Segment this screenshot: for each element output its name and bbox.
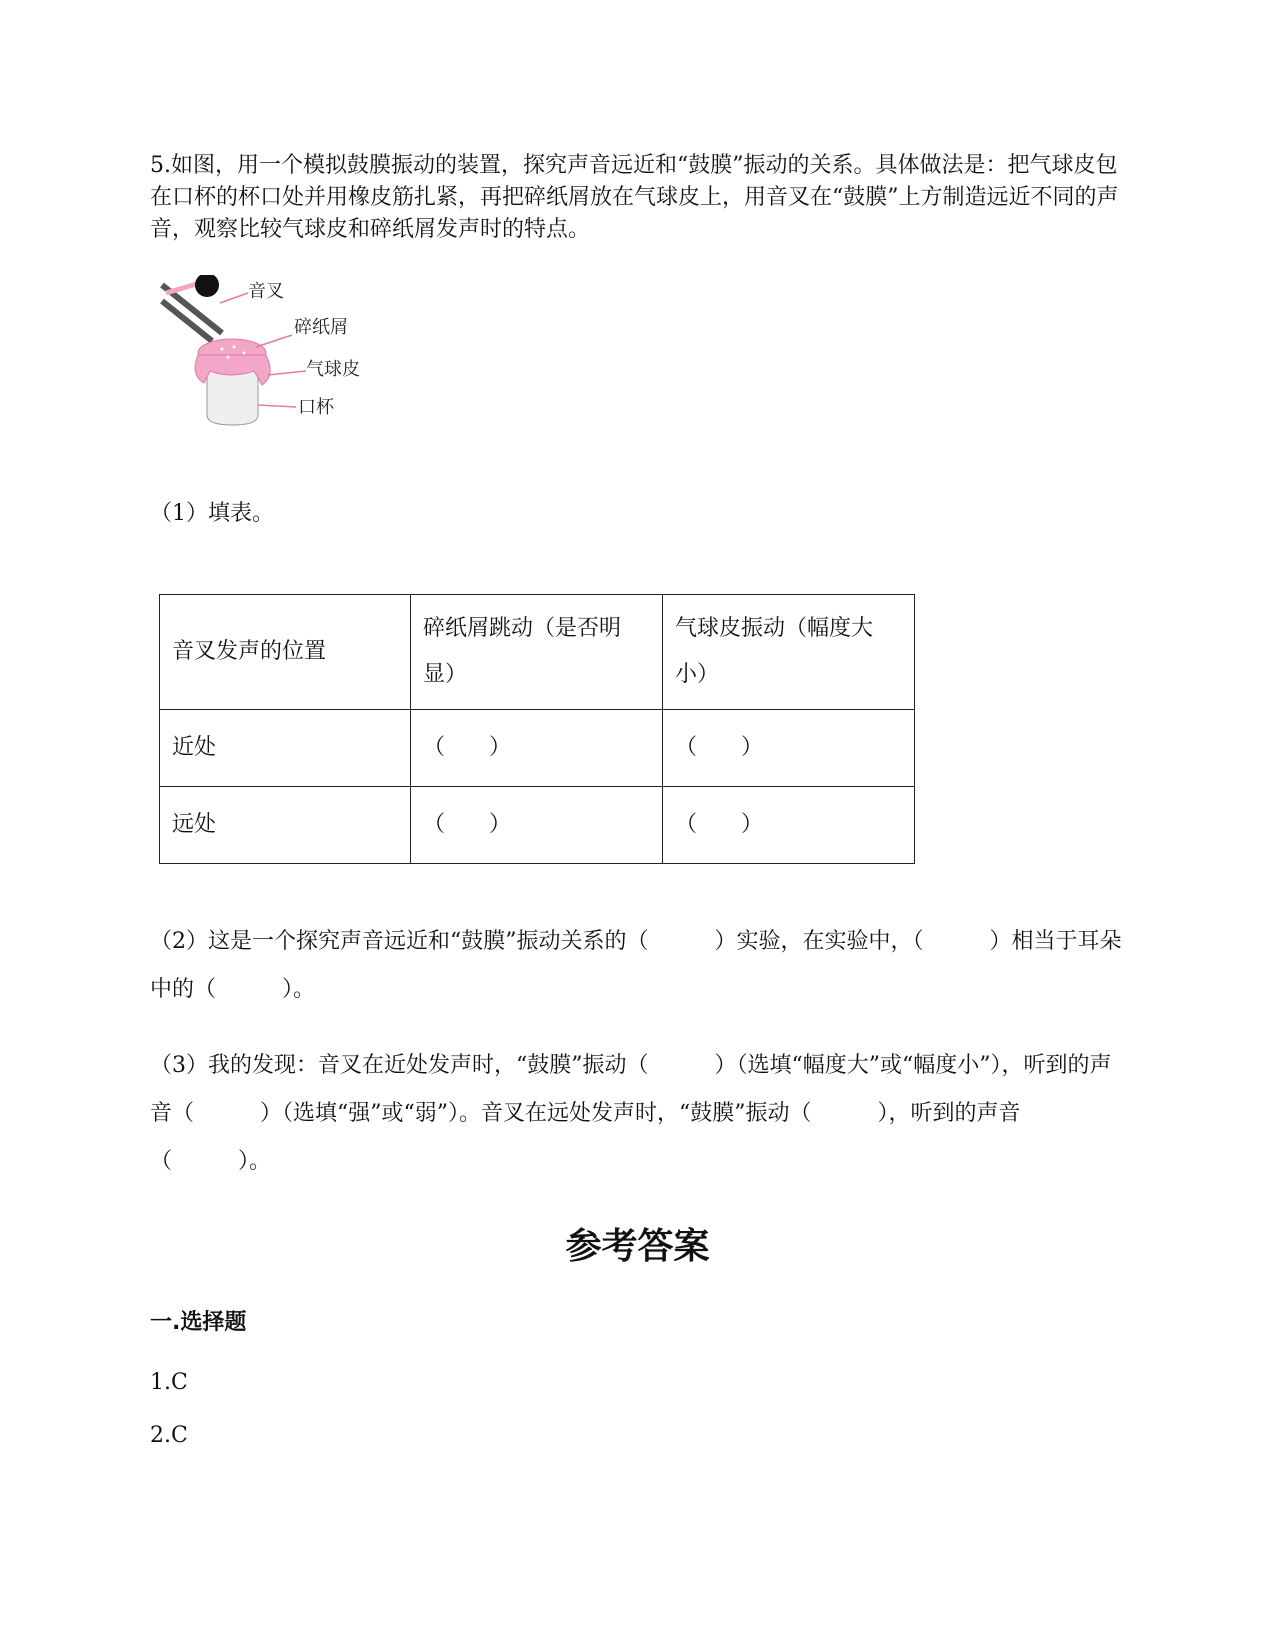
paper-scrap [227,356,230,359]
table-row [160,710,915,787]
paper-scrap [221,348,224,351]
fork-handle [166,283,200,293]
leader-line [268,371,306,375]
table-blank-cell[interactable]: （ ） [411,710,663,787]
experiment-illustration [160,275,400,440]
question-intro: 5.如图，用一个模拟鼓膜振动的装置，探究声音远近和“鼓膜”振动的关系。具体做法是：把气球皮包在口杯的杯口处并用橡皮筋扎紧，再把碎纸屑放在气球皮上，用音叉在“鼓膜”上方制造远近不同的声音，观察比较气球皮和碎纸屑发声时的特点。 [150,153,1119,242]
fill-in-table [159,594,915,864]
answer-item: 1.C [150,1370,188,1395]
answer-item: 2.C [150,1423,188,1448]
answer-section-title: 一.选择题 [150,1310,247,1335]
table-cell: 近处 [160,710,411,787]
part3-question: （3）我的发现：音叉在近处发声时，“鼓膜”振动（ ）（选填“幅度大”或“幅度小”），听到的声音（ ）（选填“强”或“弱”）。音叉在远处发声时，“鼓膜”振动（ ），听到的声音（ ）。 [150,1053,1112,1174]
table-row [160,787,915,864]
table-blank-cell[interactable]: （ ） [663,710,915,787]
part2-question: （2）这是一个探究声音远近和“鼓膜”振动关系的（ ）实验，在实验中，（ ）相当于耳朵中的（ ）。 [150,929,1122,1002]
paper-scrap [233,346,236,349]
experiment-figure [160,275,400,440]
leader-line [220,293,248,303]
table-cell: 远处 [160,787,411,864]
label-tuning-fork: 音叉 [248,281,284,302]
label-paper-scraps: 碎纸屑 [294,317,348,338]
leader-line [258,405,296,407]
table-header: 音叉发声的位置 [160,595,411,710]
table-header: 碎纸屑跳动（是否明显） [411,595,663,710]
answer-heading: 参考答案 [565,1226,710,1267]
paper-scrap [243,352,246,355]
part1-instruction: （1）填表。 [150,501,274,526]
label-cup: 口杯 [298,397,334,418]
leader-line [256,335,292,347]
label-balloon-skin: 气球皮 [306,359,360,380]
table-header: 气球皮振动（幅度大小） [663,595,915,710]
table-blank-cell[interactable]: （ ） [411,787,663,864]
fork-ball [195,275,219,297]
table-blank-cell[interactable]: （ ） [663,787,915,864]
cup-shape [207,367,258,425]
table-header-row [160,595,915,710]
